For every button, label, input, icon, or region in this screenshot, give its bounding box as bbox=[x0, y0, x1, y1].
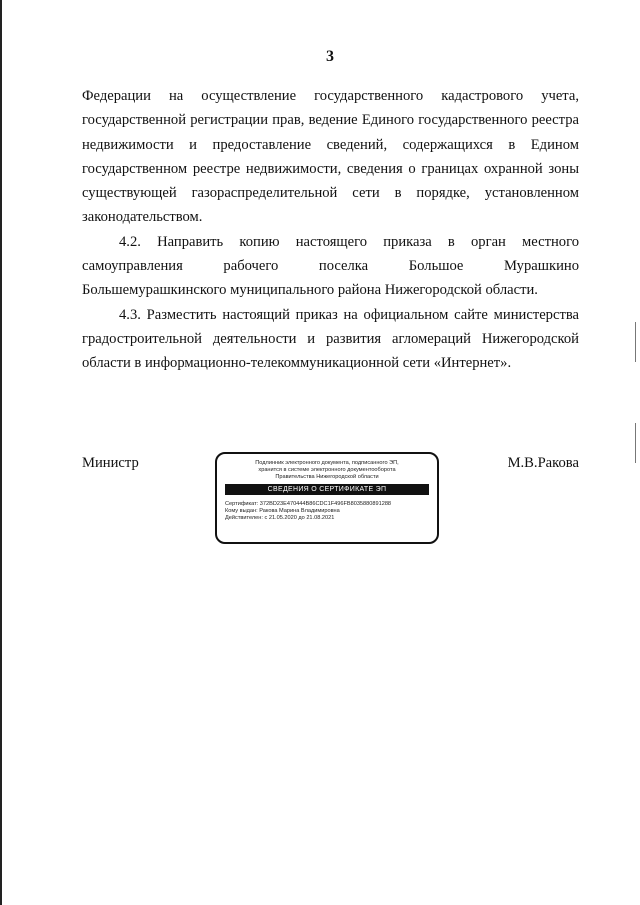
certificate-value: 372BD23E470444B86CDC1F496FB8035880891288 bbox=[259, 501, 392, 508]
electronic-signature-stamp bbox=[215, 452, 439, 544]
certificate-label: Сертификат: bbox=[225, 501, 259, 508]
scan-right-mark bbox=[635, 322, 636, 362]
page-number: 3 bbox=[326, 48, 334, 65]
signature-block bbox=[82, 455, 579, 555]
signer-title: Министр bbox=[82, 455, 139, 471]
scan-right-mark bbox=[635, 423, 636, 463]
stamp-certificate-bar: СВЕДЕНИЯ О СЕРТИФИКАТЕ ЭП bbox=[225, 484, 429, 495]
valid-value: с 21.05.2020 до 21.08.2021 bbox=[264, 515, 335, 522]
issued-to-value: Ракова Марина Владимировна bbox=[259, 508, 340, 515]
paragraph-continuation: Федерации на осуществление государственного кадастрового учета, государственной регистрации прав, ведение Единого государственного реестра недвижимости и предоставление сведений, содержащихся в Едином государственном реестре недвижимости, сведения о границах охранной зоны существующей газораспределительной сети в порядке, установленном законодательством. bbox=[82, 88, 579, 226]
stamp-certificate-row bbox=[225, 501, 429, 508]
document-body bbox=[82, 84, 579, 376]
stamp-header bbox=[225, 460, 429, 480]
paragraph-4-3: 4.3. Разместить настоящий приказ на официальном сайте министерства градостроительной деятельности и развития агломераций Нижегородской области в информационно-телекоммуникационной сети «Интернет». bbox=[82, 306, 579, 372]
stamp-header-line: Правительства Нижегородской области bbox=[275, 473, 379, 480]
stamp-details bbox=[225, 501, 429, 522]
signer-name: М.В.Ракова bbox=[507, 455, 579, 471]
paragraph-4-2: 4.2. Направить копию настоящего приказа в орган местного самоуправления рабочего поселка Большое Мурашкино Большемурашкинского муниципального района Нижегородской области. bbox=[82, 233, 579, 299]
issued-to-label: Кому выдан: bbox=[225, 508, 258, 515]
stamp-header-line: Подлинник электронного документа, подписанного ЭП, bbox=[255, 460, 399, 466]
valid-label: Действителен: bbox=[225, 515, 263, 522]
stamp-valid-row bbox=[225, 515, 429, 522]
stamp-header-line: хранится в системе электронного документооборота bbox=[258, 466, 396, 473]
scan-left-edge bbox=[0, 0, 2, 905]
